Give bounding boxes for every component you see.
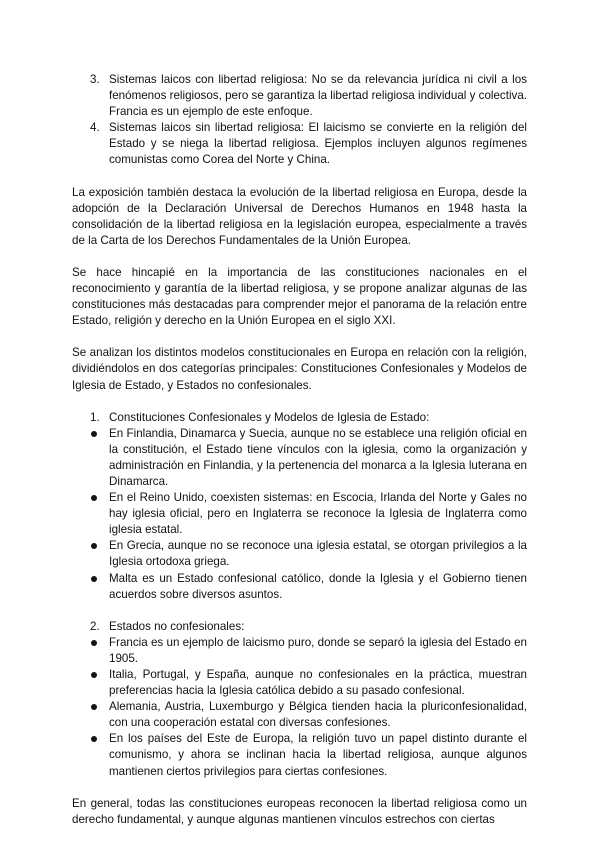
section-title: Constituciones Confesionales y Modelos de Iglesia de Estado: [109, 410, 430, 424]
models-list [72, 72, 527, 169]
bullet-icon [91, 543, 97, 549]
bullet-item: En Grecia, aunque no se reconoce una iglesia estatal, se otorgan privilegios a la Iglesia ortodoxa griega. [72, 538, 527, 570]
section-heading [72, 410, 527, 426]
paragraph-conclusion: En general, todas las constituciones europeas reconocen la libertad religiosa como un derecho fundamental, y aunque algunas mantienen vínculos estrechos con ciertas [72, 796, 527, 826]
document-page [72, 72, 527, 828]
bullet-item: Italia, Portugal, y España, aunque no confesionales en la práctica, muestran preferencias hacia la Iglesia católica debido a su pasado confesional. [72, 667, 527, 699]
section-title: Estados no confesionales: [109, 619, 245, 633]
section-heading [72, 619, 527, 635]
bullet-item: Alemania, Austria, Luxemburgo y Bélgica tienden hacia la pluriconfesionalidad, con una cooperación estatal con diversas confesiones. [72, 699, 527, 731]
bullet-icon [91, 640, 97, 646]
bullet-icon [91, 736, 97, 742]
paragraph-evolution: La exposición también destaca la evolución de la libertad religiosa en Europa, desde la adopción de la Declaración Universal de Derechos Humanos en 1948 hasta la consolidación de la libertad religiosa en la legislación europea, especialmente a través de la Carta de los Derechos Fundamentales de la Unión Europea. [72, 185, 527, 247]
bullet-icon [91, 431, 97, 437]
bullet-item: En los países del Este de Europa, la religión tuvo un papel distinto durante el comunismo, y ahora se inclinan hacia la libertad religiosa, aunque algunos mantienen ciertos privilegios para ciertas confesiones. [72, 731, 527, 779]
section-confessional [72, 410, 527, 603]
list-item-text: Sistemas laicos con libertad religiosa: No se da relevancia jurídica ni civil a los fenómenos religiosos, pero se garantiza la libertad religiosa individual y colectiva. Francia es un ejemplo de este enfoque. [109, 73, 527, 119]
bullet-item: Francia es un ejemplo de laicismo puro, donde se separó la iglesia del Estado en 1905. [72, 635, 527, 667]
bullet-item: En el Reino Unido, coexisten sistemas: en Escocia, Irlanda del Norte y Gales no hay iglesia oficial, pero en Inglaterra se reconoce la Iglesia de Inglaterra como iglesia estatal. [72, 490, 527, 538]
list-number: 3. [90, 73, 100, 86]
list-item-text: Sistemas laicos sin libertad religiosa: El laicismo se convierte en la religión del Estado y se niega la libertad religiosa. Ejemplos incluyen algunos regímenes comunistas como Corea del Norte y China. [109, 121, 527, 167]
list-item [72, 72, 527, 120]
list-number: 2. [90, 619, 100, 633]
list-item [72, 120, 527, 168]
bullet-icon [91, 672, 97, 678]
paragraph-models: Se analizan los distintos modelos constitucionales en Europa en relación con la religión, dividiéndolos en dos categorías principales: Constituciones Confesionales y Modelos de Iglesia de Estado, y Estados no confesionales. [72, 346, 527, 392]
bullet-list [72, 426, 527, 603]
list-number: 4. [90, 121, 100, 135]
bullet-item: Malta es un Estado confesional católico, donde la Iglesia y el Gobierno tienen acuerdos sobre diversos asuntos. [72, 571, 527, 603]
section-non-confessional [72, 619, 527, 780]
paragraph-constitutions: Se hace hincapié en la importancia de las constituciones nacionales en el reconocimiento y garantía de la libertad religiosa, y se propone analizar algunas de las constituciones más destacadas para comprender mejor el panorama de la relación entre Estado, religión y derecho en la Unión Europea en el siglo XXI. [72, 265, 527, 328]
bullet-list [72, 635, 527, 780]
bullet-icon [91, 495, 97, 501]
bullet-icon [91, 704, 97, 710]
list-number: 1. [90, 410, 100, 424]
bullet-icon [91, 576, 97, 582]
bullet-item: En Finlandia, Dinamarca y Suecia, aunque no se establece una religión oficial en la constitución, el Estado tiene vínculos con la iglesia, como la organización y administración en Finlandia, y la pertenencia del monarca a la Iglesia luterana en Dinamarca. [72, 426, 527, 490]
